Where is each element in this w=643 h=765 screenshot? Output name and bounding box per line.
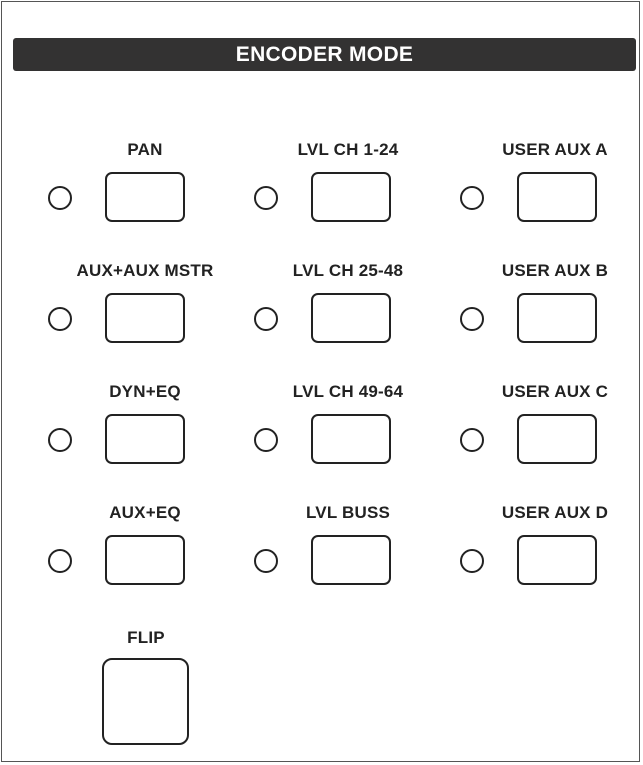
indicator-led-user-aux-d	[460, 549, 484, 573]
mode-button-lvl-ch-49-64[interactable]	[311, 414, 391, 464]
mode-button-user-aux-a[interactable]	[517, 172, 597, 222]
mode-button-lvl-ch-1-24[interactable]	[311, 172, 391, 222]
indicator-led-aux-aux-mstr	[48, 307, 72, 331]
mode-label-lvl-ch-49-64: LVL CH 49-64	[292, 382, 404, 401]
mode-button-user-aux-c[interactable]	[517, 414, 597, 464]
mode-label-user-aux-c: USER AUX C	[501, 382, 609, 401]
indicator-led-user-aux-b	[460, 307, 484, 331]
mode-label-dyn-eq: DYN+EQ	[109, 382, 181, 401]
indicator-led-lvl-ch-1-24	[254, 186, 278, 210]
mode-button-aux-aux-mstr[interactable]	[105, 293, 185, 343]
flip-label: FLIP	[127, 628, 165, 647]
flip-button[interactable]	[102, 658, 189, 745]
mode-label-user-aux-d: USER AUX D	[501, 503, 609, 522]
mode-label-pan: PAN	[127, 140, 163, 159]
section-header	[13, 38, 636, 71]
mode-label-lvl-buss: LVL BUSS	[305, 503, 391, 522]
mode-button-user-aux-b[interactable]	[517, 293, 597, 343]
mode-button-lvl-ch-25-48[interactable]	[311, 293, 391, 343]
mode-button-lvl-buss[interactable]	[311, 535, 391, 585]
mode-button-user-aux-d[interactable]	[517, 535, 597, 585]
indicator-led-user-aux-c	[460, 428, 484, 452]
indicator-led-dyn-eq	[48, 428, 72, 452]
indicator-led-lvl-ch-25-48	[254, 307, 278, 331]
mode-label-user-aux-a: USER AUX A	[502, 140, 608, 159]
mode-label-user-aux-b: USER AUX B	[501, 261, 609, 280]
mode-button-aux-eq[interactable]	[105, 535, 185, 585]
indicator-led-lvl-buss	[254, 549, 278, 573]
mode-button-pan[interactable]	[105, 172, 185, 222]
header-title: ENCODER MODE	[235, 43, 414, 66]
mode-button-dyn-eq[interactable]	[105, 414, 185, 464]
indicator-led-lvl-ch-49-64	[254, 428, 278, 452]
mode-label-aux-aux-mstr: AUX+AUX MSTR	[76, 261, 214, 280]
mode-label-aux-eq: AUX+EQ	[109, 503, 181, 522]
mode-label-lvl-ch-25-48: LVL CH 25-48	[292, 261, 404, 280]
indicator-led-pan	[48, 186, 72, 210]
indicator-led-aux-eq	[48, 549, 72, 573]
indicator-led-user-aux-a	[460, 186, 484, 210]
mode-label-lvl-ch-1-24: LVL CH 1-24	[297, 140, 399, 159]
